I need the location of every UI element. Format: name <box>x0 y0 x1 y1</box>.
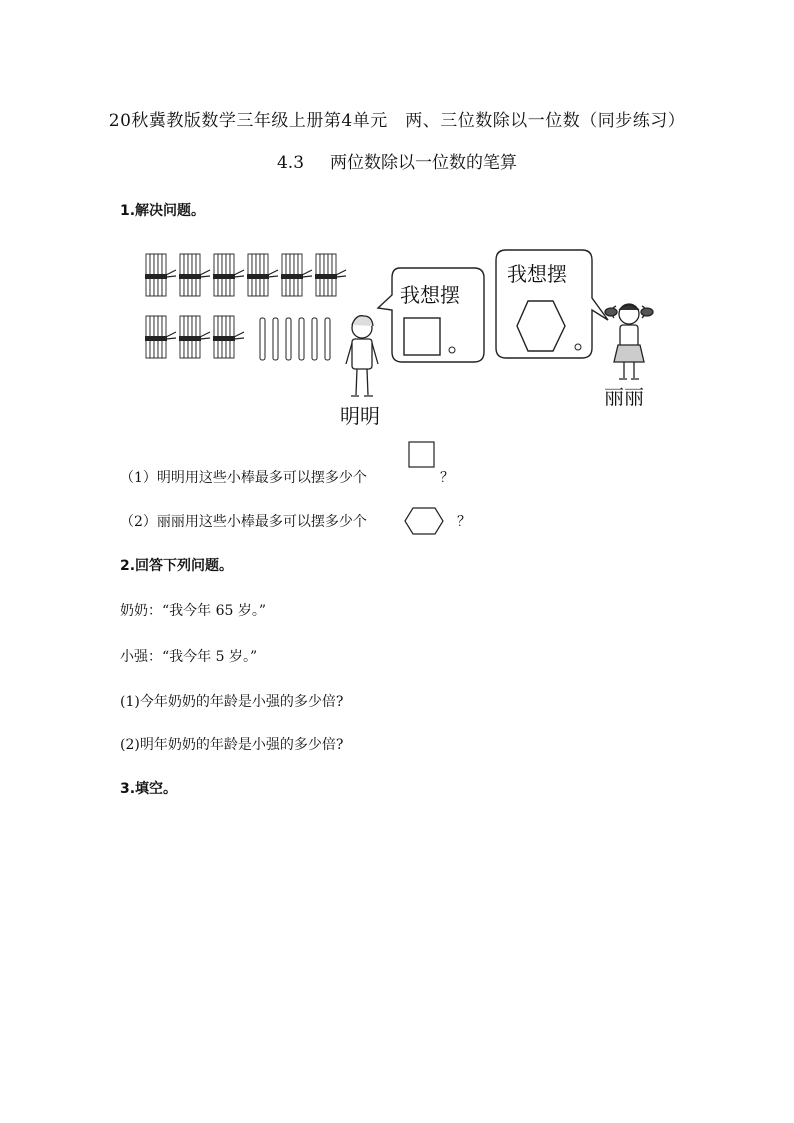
question-number: （2） <box>120 514 157 530</box>
single-stick <box>286 318 291 360</box>
question-1-2 <box>120 511 367 531</box>
stick-bundle <box>213 254 244 296</box>
grandma-statement: 奶奶：“我今年 65 岁。” <box>120 603 267 619</box>
stick-bundle <box>247 254 278 296</box>
xiaoqiang-statement: 小强：“我今年 5 岁。” <box>120 649 258 665</box>
section3-heading: 3.填空。 <box>120 781 178 797</box>
stick-bundle <box>145 254 176 296</box>
boy-name-label: 明明 <box>340 404 380 428</box>
section2-heading: 2.回答下列问题。 <box>120 558 234 574</box>
hexagon-answer-icon <box>403 505 447 537</box>
single-stick <box>312 318 317 360</box>
stick-bundle <box>315 254 346 296</box>
question-mark: ？ <box>457 514 471 530</box>
single-sticks <box>260 318 330 360</box>
lesson-subtitle <box>0 148 794 173</box>
stick-bundle <box>213 316 244 358</box>
stick-bundle <box>145 316 176 358</box>
single-stick <box>299 318 304 360</box>
stick-bundle <box>179 254 210 296</box>
stick-bundle <box>179 316 210 358</box>
lesson-title: 两位数除以一位数的笔算 <box>330 153 518 173</box>
single-stick <box>325 318 330 360</box>
square-answer-icon <box>407 440 437 470</box>
question-number: （1） <box>120 470 157 486</box>
question-2-1: (1)今年奶奶的年龄是小强的多少倍? <box>120 694 344 710</box>
boy-bubble-text: 我想摆 <box>400 283 460 307</box>
girl-bubble-text: 我想摆 <box>507 262 567 286</box>
girl-lili <box>605 304 653 379</box>
stick-bundle <box>281 254 312 296</box>
single-stick <box>260 318 265 360</box>
girl-name-label: 丽丽 <box>604 385 644 409</box>
question-1-1 <box>120 467 367 487</box>
question-text: 丽丽用这些小棒最多可以摆多少个 <box>156 514 367 530</box>
question-mark: ？ <box>440 470 454 486</box>
sticks-figure <box>130 240 670 440</box>
question-2-2: (2)明年奶奶的年龄是小强的多少倍? <box>120 737 344 753</box>
single-stick <box>273 318 278 360</box>
section1-heading: 1.解决问题。 <box>120 203 206 219</box>
lesson-number: 4.3 <box>276 153 305 173</box>
boy-mingming <box>346 316 378 396</box>
document-title: 20秋冀教版数学三年级上册第4单元 两、三位数除以一位数（同步练习） <box>108 111 686 131</box>
question-text: 明明用这些小棒最多可以摆多少个 <box>156 470 367 486</box>
